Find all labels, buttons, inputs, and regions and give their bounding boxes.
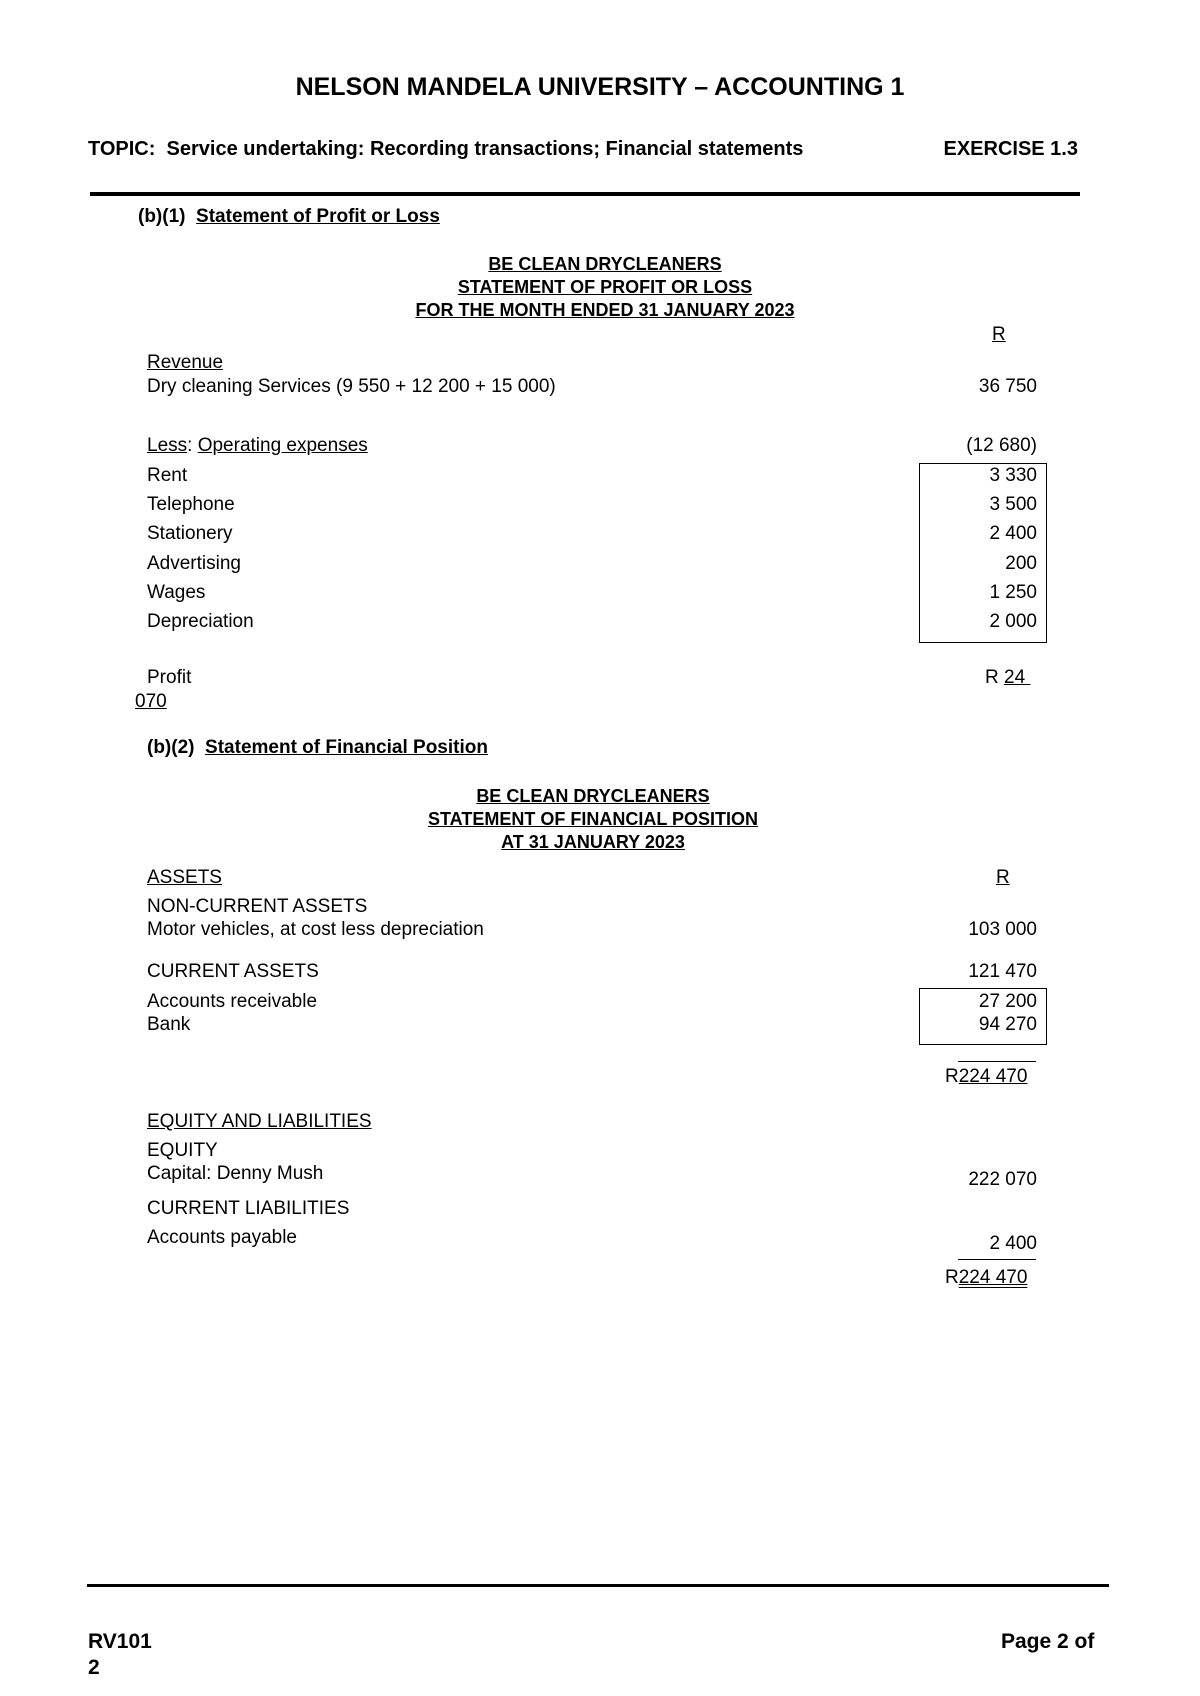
less-label: Less — [147, 435, 188, 456]
bank-amount: 94 270 — [978, 1014, 1037, 1035]
section-pl-title: Statement of Profit or Loss — [196, 206, 440, 227]
expense-label: Telephone — [147, 494, 235, 515]
topic-label: TOPIC: — [88, 138, 156, 160]
total-el-overline — [958, 1259, 1036, 1260]
motor-vehicles-label: Motor vehicles, at cost less depreciation — [147, 919, 484, 940]
topic-line — [88, 138, 803, 161]
section-fp-label: (b)(2) — [147, 737, 195, 758]
less-operating-expenses — [147, 435, 368, 457]
total-assets-prefix: R — [945, 1066, 959, 1087]
page-number-text: Page 2 of — [1001, 1630, 1095, 1653]
opex-total: (12 680) — [966, 435, 1037, 456]
section-pl-heading — [138, 206, 440, 228]
expense-amount: 2 400 — [989, 523, 1037, 544]
page-title: NELSON MANDELA UNIVERSITY – ACCOUNTING 1 — [295, 73, 905, 101]
accounts-receivable-label: Accounts receivable — [147, 991, 318, 1012]
fp-company-name: BE CLEAN DRYCLEANERS — [476, 786, 710, 806]
total-el-value: 224 470 — [958, 1267, 1028, 1288]
pl-statement-name: STATEMENT OF PROFIT OR LOSS — [457, 277, 753, 297]
accounts-receivable-amount: 27 200 — [978, 991, 1037, 1012]
profit-prefix: R — [985, 667, 999, 688]
equity-heading: EQUITY — [147, 1140, 218, 1161]
section-fp-heading — [147, 737, 488, 759]
header-divider — [90, 192, 1080, 196]
total-assets — [945, 1066, 1027, 1088]
section-pl-label: (b)(1) — [138, 206, 186, 227]
bank-label: Bank — [147, 1014, 191, 1035]
fp-date: AT 31 JANUARY 2023 — [501, 832, 685, 852]
assets-heading: ASSETS — [147, 867, 222, 888]
accounts-payable-amount: 2 400 — [989, 1233, 1037, 1254]
expense-label: Rent — [147, 465, 188, 486]
total-assets-overline — [958, 1061, 1036, 1062]
revenue-heading: Revenue — [147, 352, 224, 373]
current-assets-total: 121 470 — [968, 961, 1037, 982]
profit-value-part2: 070 — [135, 691, 167, 712]
course-code: RV101 — [88, 1630, 152, 1653]
section-fp-title: Statement of Financial Position — [205, 737, 488, 758]
pl-period: FOR THE MONTH ENDED 31 JANUARY 2023 — [415, 300, 795, 320]
expense-amount: 2 000 — [989, 611, 1037, 632]
pl-currency-header: R — [992, 324, 1006, 345]
equity-liabilities-heading: EQUITY AND LIABILITIES — [147, 1111, 372, 1132]
exercise-number: EXERCISE 1.3 — [943, 138, 1078, 160]
current-liabilities-heading: CURRENT LIABILITIES — [147, 1198, 350, 1219]
current-assets-heading: CURRENT ASSETS — [147, 961, 319, 982]
footer-divider — [87, 1584, 1109, 1587]
profit-amount — [985, 667, 1030, 689]
less-colon: : — [187, 435, 193, 456]
total-equity-liabilities — [945, 1267, 1027, 1289]
topic-text: Service undertaking: Recording transactions; Financial statements — [166, 138, 804, 160]
expense-label: Wages — [147, 582, 206, 603]
opex-heading: Operating expenses — [197, 435, 368, 456]
accounts-payable-label: Accounts payable — [147, 1227, 297, 1248]
capital-label: Capital: Denny Mush — [147, 1163, 324, 1184]
expense-amount: 3 500 — [989, 494, 1037, 515]
revenue-amount: 36 750 — [978, 376, 1037, 397]
total-el-prefix: R — [945, 1267, 959, 1288]
expense-amount: 200 — [1005, 553, 1037, 574]
fp-statement-name: STATEMENT OF FINANCIAL POSITION — [428, 809, 758, 829]
expense-amount: 1 250 — [989, 582, 1037, 603]
page-total: 2 — [88, 1656, 100, 1679]
profit-label: Profit — [147, 667, 192, 688]
expense-label: Advertising — [147, 553, 241, 574]
expense-label: Depreciation — [147, 611, 254, 632]
fp-currency-header: R — [996, 867, 1010, 888]
revenue-line-label: Dry cleaning Services (9 550 + 12 200 + 15 000) — [147, 376, 556, 397]
motor-vehicles-amount: 103 000 — [968, 919, 1037, 940]
capital-amount: 222 070 — [968, 1169, 1037, 1190]
pl-company-name: BE CLEAN DRYCLEANERS — [488, 254, 722, 274]
profit-value-part1: 24 — [1004, 667, 1026, 688]
non-current-assets-heading: NON-CURRENT ASSETS — [147, 896, 368, 917]
expense-amount: 3 330 — [989, 465, 1037, 486]
expense-label: Stationery — [147, 523, 233, 544]
total-assets-value: 224 470 — [958, 1066, 1028, 1087]
